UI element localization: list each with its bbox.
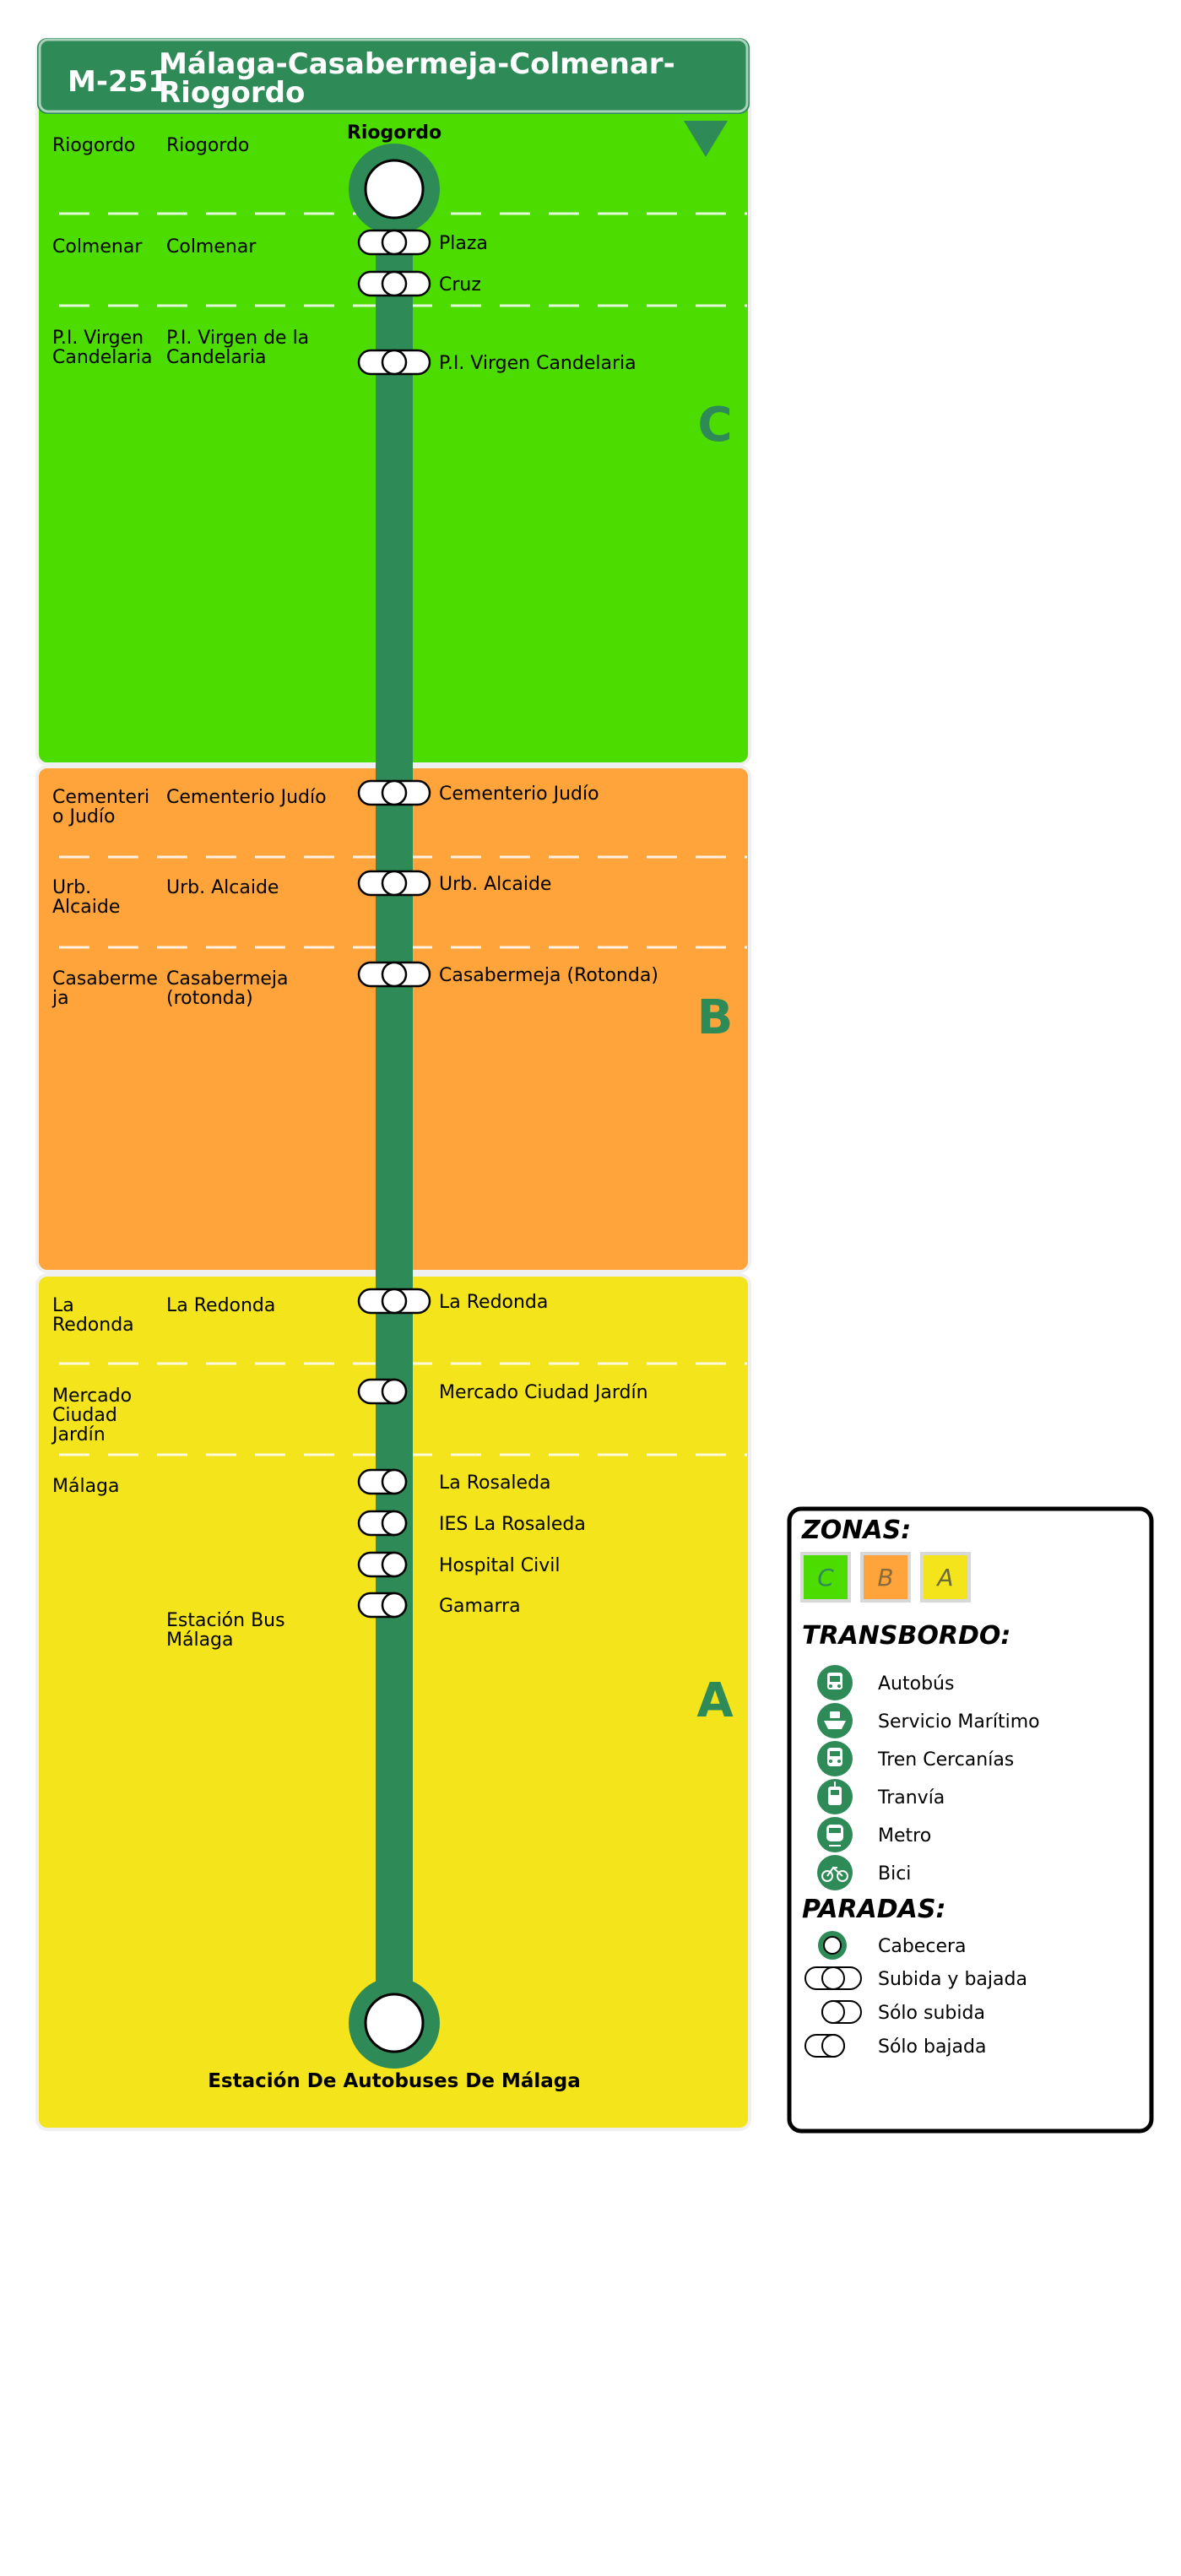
zone-b-group-1-locality: Cementerio Judío [166,787,327,808]
route-title-line2: Riogordo [159,76,306,110]
zone-b-group-3-municipality: Casaberme ja [52,968,158,1009]
ship-icon [817,1703,853,1738]
stop-label-cementerio-judio: Cementerio Judío [439,784,599,805]
legend-parada-label-subida-bajada: Subida y bajada [878,1969,1027,1990]
legend-zone-c-letter: C [817,1564,834,1592]
terminal-top-label: Riogordo [346,122,442,144]
terminal-stop-icon [818,1931,847,1960]
zone-c-group-1-locality: Riogordo [166,135,250,156]
stop-marker-pi-virgen-candelaria [359,350,430,374]
stop-marker-la-rosaleda [359,1470,406,1494]
legend-transbordo-label-train: Tren Cercanías [878,1749,1015,1771]
stop-marker-la-redonda [359,1289,430,1313]
zone-c-group-2-locality: Colmenar [166,236,257,258]
legend-zone-b-letter: B [877,1564,894,1592]
legend-transbordo-title: TRANSBORDO: [802,1621,1011,1651]
zone-b-group-1-municipality: Cementeri o Judío [52,787,150,827]
legend-zonas-title: ZONAS: [802,1516,912,1545]
zone-c-group-3-municipality: P.I. Virgen Candelaria [52,328,153,368]
route-title-line1: Málaga-Casabermeja-Colmenar- [159,47,675,81]
metro-icon [817,1817,853,1852]
stop-label-la-redonda: La Redonda [439,1292,549,1313]
zone-b-group-2-locality: Urb. Alcaide [166,877,279,898]
stop-marker-plaza [359,230,430,254]
legend-transbordo-label-metro: Metro [878,1825,932,1847]
legend-zone-a-letter: A [937,1564,954,1592]
terminal-top [349,144,440,235]
stop-marker-gamarra [359,1593,406,1617]
zone-b-letter: B [696,990,734,1045]
route-line [376,187,413,2023]
board-and-alight-stop-icon [805,1967,861,1989]
legend-transbordo-label-ship: Servicio Marítimo [878,1711,1040,1733]
stop-marker-hospital-civil [359,1553,406,1576]
zone-a-group-1-locality: La Redonda [166,1295,276,1316]
stop-label-la-rosaleda: La Rosaleda [439,1472,551,1494]
stop-marker-mercado-ciudad-jardin [359,1380,406,1403]
stop-label-cruz: Cruz [439,274,481,296]
boarding-only-stop-icon [822,2001,861,2023]
zone-b-group-3-locality: Casabermeja (rotonda) [166,968,289,1009]
bus-icon [817,1665,853,1700]
zone-c-group-2-municipality: Colmenar [52,236,143,258]
tram-icon [817,1779,853,1814]
stop-marker-cementerio-judio [359,781,430,805]
stop-label-pi-virgen-candelaria: P.I. Virgen Candelaria [439,353,637,374]
zone-b-group-2-municipality: Urb. Alcaide [52,877,121,918]
stop-marker-ies-la-rosaleda [359,1511,406,1535]
legend [789,1509,1151,2131]
stop-marker-urb-alcaide [359,871,430,895]
legend-transbordo-label-bicycle: Bici [878,1863,912,1885]
zone-c-group-1-municipality: Riogordo [52,135,136,156]
stop-label-ies-la-rosaleda: IES La Rosaleda [439,1514,586,1535]
zone-a-group-3-municipality: Málaga [52,1476,120,1497]
stop-label-hospital-civil: Hospital Civil [439,1555,561,1576]
stop-label-plaza: Plaza [439,233,488,254]
terminal-bottom-label: Estación De Autobuses De Málaga [208,2070,581,2092]
zone-a-group-2-municipality: Mercado Ciudad Jardín [52,1386,133,1445]
stop-label-casabermeja-rotonda: Casabermeja (Rotonda) [439,965,658,986]
legend-transbordo-label-bus: Autobús [878,1673,955,1695]
alighting-only-stop-icon [805,2035,844,2057]
legend-transbordo-label-tram: Tranvía [878,1787,945,1809]
stop-marker-cruz [359,272,430,296]
zone-a-group-1-municipality: La Redonda [52,1295,134,1336]
bicycle-icon [817,1855,853,1890]
legend-paradas-title: PARADAS: [802,1895,946,1924]
stop-label-mercado-ciudad-jardin: Mercado Ciudad Jardín [439,1382,648,1403]
line-code: M-251 [68,65,168,99]
legend-parada-label-solo-bajada: Sólo bajada [878,2036,987,2058]
train-icon [817,1741,853,1776]
zone-c-group-3-locality: P.I. Virgen de la Candelaria [166,328,310,368]
zone-c-letter: C [697,398,733,453]
stop-label-gamarra: Gamarra [439,1596,521,1617]
stop-label-urb-alcaide: Urb. Alcaide [439,874,552,895]
zone-a-group-3-locality: Estación Bus Málaga [166,1610,285,1651]
stop-marker-casabermeja-rotonda [359,963,430,986]
terminal-bottom [349,1977,440,2069]
zone-a-letter: A [696,1673,734,1728]
legend-parada-label-cabecera: Cabecera [878,1936,967,1957]
legend-parada-label-solo-subida: Sólo subida [878,2003,985,2024]
